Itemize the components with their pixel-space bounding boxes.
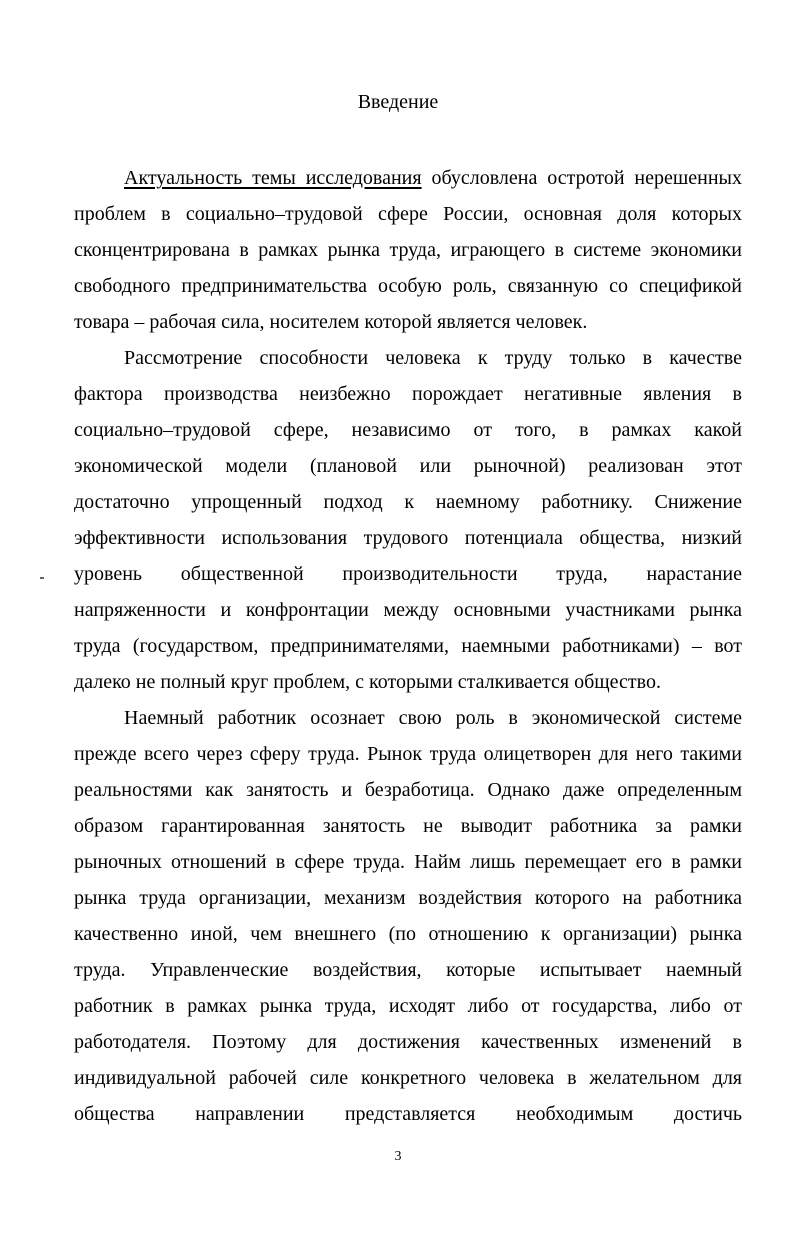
- paragraph-3-line-5: рыночных отношений в сфере труда. Найм лишь перемещает его в рамки: [74, 851, 742, 873]
- paragraph-2-line-3: социально–трудовой сфере, независимо от того, в рамках какой: [74, 419, 742, 441]
- paragraph-3-line-11: индивидуальной рабочей силе конкретного человека в желательном для: [74, 1067, 742, 1089]
- paragraph-2-line-8: напряженности и конфронтации между основными участниками рынка: [74, 599, 742, 621]
- paragraph-3-line-1: Наемный работник осознает свою роль в экономической системе: [124, 707, 742, 729]
- paragraph-3-line-2: прежде всего через сферу труда. Рынок труда олицетворен для него такими: [74, 743, 742, 765]
- paragraph-3-line-8: труда. Управленческие воздействия, которые испытывает наемный: [74, 959, 742, 981]
- paragraph-2-line-2: фактора производства неизбежно порождает негативные явления в: [74, 383, 742, 405]
- paragraph-3-line-6: рынка труда организации, механизм воздействия которого на работника: [74, 887, 742, 909]
- paragraph-1-line-4: свободного предпринимательства особую роль, связанную со спецификой: [74, 275, 742, 297]
- paragraph-1-line-3: сконцентрирована в рамках рынка труда, играющего в системе экономики: [74, 239, 742, 261]
- paragraph-1-line-1: [124, 166, 742, 190]
- paragraph-2-line-5: достаточно упрощенный подход к наемному работнику. Снижение: [74, 491, 742, 513]
- paragraph-3-line-10: работодателя. Поэтому для достижения качественных изменений в: [74, 1031, 742, 1053]
- paragraph-2-line-1: Рассмотрение способности человека к труду только в качестве: [124, 347, 742, 369]
- paragraph-3-line-9: работник в рамках рынка труда, исходят либо от государства, либо от: [74, 995, 742, 1017]
- paragraph-3-line-3: реальностями как занятость и безработица. Однако даже определенным: [74, 779, 742, 801]
- margin-scan-mark: [40, 577, 44, 579]
- paragraph-1-line-2: проблем в социально–трудовой сфере России, основная доля которых: [74, 203, 742, 225]
- paragraph-3-line-7: качественно иной, чем внешнего (по отношению к организации) рынка: [74, 923, 742, 945]
- underlined-phrase: Актуальность темы исследования: [124, 167, 422, 189]
- paragraph-1-line-1-rest: обусловлена остротой нерешенных: [421, 167, 742, 189]
- page-number: 3: [394, 1149, 402, 1164]
- paragraph-2-line-9: труда (государством, предпринимателями, наемными работниками) – вот: [74, 635, 742, 657]
- paragraph-2-line-7: уровень общественной производительности труда, нарастание: [74, 563, 742, 585]
- paragraph-2-line-6: эффективности использования трудового потенциала общества, низкий: [74, 527, 742, 549]
- paragraph-1-line-5: товара – рабочая сила, носителем которой является человек.: [74, 311, 588, 333]
- paragraph-3-line-4: образом гарантированная занятость не выводит работника за рамки: [74, 815, 742, 837]
- paragraph-2-line-4: экономической модели (плановой или рыночной) реализован этот: [74, 455, 742, 477]
- paragraph-3-line-12: общества направлении представляется необходимым достичь: [74, 1103, 742, 1125]
- paragraph-2-line-10: далеко не полный круг проблем, с которыми сталкивается общество.: [74, 671, 661, 693]
- page-title: Введение: [357, 91, 439, 113]
